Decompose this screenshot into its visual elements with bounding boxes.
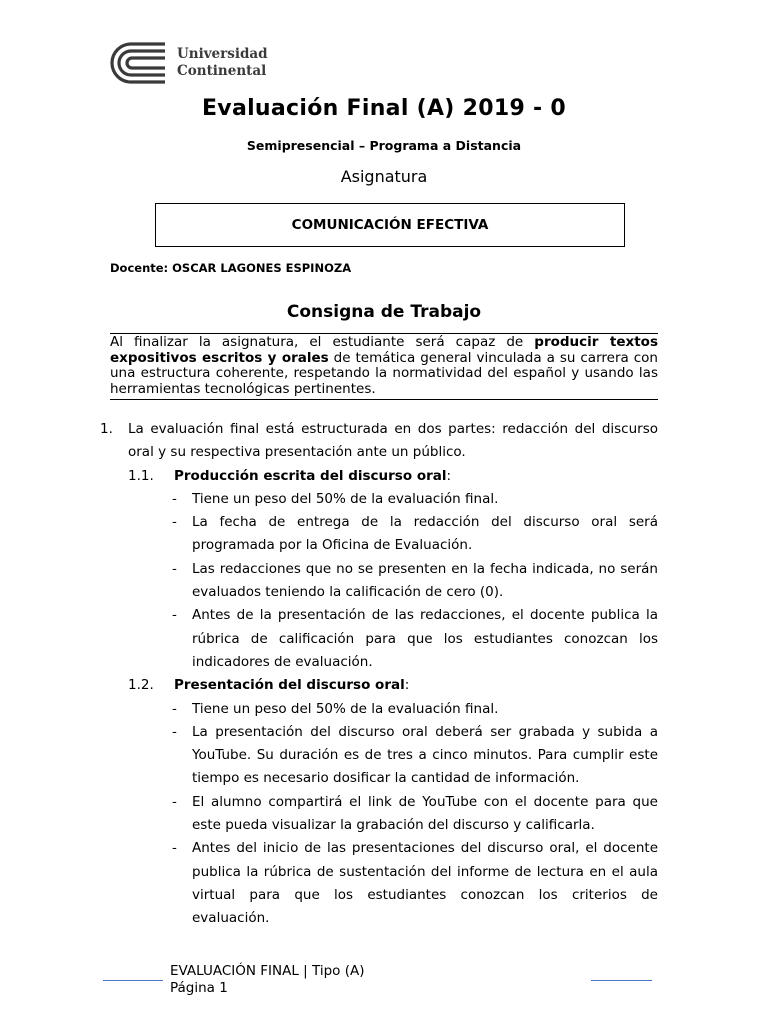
bullet-marker: - [172,723,177,740]
university-name [177,46,268,79]
bullet-text: Antes del inicio de las presentaciones del discurso oral, el docente publica la rúbrica de sustentación del informe de lectura en el aula virtual para que los estudiantes conozcan los criterios de evaluación. [192,840,658,927]
list-item [100,418,658,465]
consigna-text-pre: Al finalizar la asignatura, el estudiante será capaz de [110,334,535,350]
instructions [100,418,658,931]
sub-heading-number: 1.1. [128,467,154,484]
sub-heading-number: 1.2. [128,677,154,694]
bullet-item [172,558,658,605]
sub-heading-colon: : [404,677,410,694]
bullet-marker: - [172,840,177,857]
footer-text [170,963,365,997]
bullet-text: El alumno compartirá el link de YouTube con el docente para que este pueda visualizar la grabación del discurso y calificarla. [192,793,658,834]
bullet-item [172,511,658,558]
exam-title: Evaluación Final (A) 2019 - 0 [201,96,567,121]
university-name-line1: Universidad [177,46,268,62]
bullet-text: Antes de la presentación de las redacciones, el docente publica la rúbrica de calificación para que los estudiantes conozcan los indicadores de evaluación. [192,607,658,670]
bullet-text: Tiene un peso del 50% de la evaluación final. [192,700,499,717]
university-logo [109,42,279,86]
bullet-text: Las redacciones que no se presenten en la fecha indicada, no serán evaluados teniendo la calificación de cero (0). [192,560,658,601]
bullet-marker: - [172,793,177,810]
consigna-text [110,333,658,400]
teacher-name: Docente: OSCAR LAGONES ESPINOZA [110,261,352,275]
continental-logo-icon [109,42,167,84]
bullet-item [172,721,658,791]
sub-heading-title: Producción escrita del discurso oral [174,467,447,484]
consigna-title: Consigna de Trabajo [286,302,482,322]
bullet-item [172,488,658,511]
bullet-text: La presentación del discurso oral deberá ser grabada y subida a YouTube. Su duración es de tres a cinco minutos. Para cumplir este tiempo es necesario dosificar la cantidad de información. [192,723,658,787]
bullet-item [172,698,658,721]
bullet-item [172,791,658,838]
consigna-text-bold: producir textos expositivos escritos y orales [110,334,658,366]
course-name-box [155,203,625,247]
bullet-item [172,837,658,930]
bullet-text: Tiene un peso del 50% de la evaluación final. [192,490,499,507]
sub-heading-colon: : [446,467,452,484]
bullet-marker: - [172,490,177,507]
bullet-marker: - [172,607,177,624]
page-footer [0,962,768,1002]
list-number: 1. [100,421,113,437]
bullet-item [172,604,658,674]
exam-subtitle: Semipresencial – Programa a Distancia [246,138,522,153]
sub-heading [128,674,658,697]
footer-page-number: Página 1 [170,980,228,996]
course-name: COMUNICACIÓN EFECTIVA [291,217,489,233]
bullet-text: La fecha de entrega de la redacción del discurso oral será programada por la Oficina de Evaluación. [192,514,658,554]
footer-divider-left [103,980,163,981]
asignatura-label: Asignatura [340,167,428,186]
bullet-marker: - [172,514,177,531]
consigna-text-post: de temática general vinculada a su carrera con una estructura coherente, respetando la normatividad del español y usando las herramientas tecnológicas pertinentes. [110,349,658,397]
sub-heading [128,465,658,488]
bullet-marker: - [172,700,177,717]
sub-heading-title: Presentación del discurso oral [174,677,405,694]
list-item-text: La evaluación final está estructurada en dos partes: redacción del discurso oral y su respectiva presentación ante un público. [128,421,658,461]
university-name-line2: Continental [177,62,267,79]
footer-divider-right [591,980,652,981]
footer-exam-type: EVALUACIÓN FINAL | Tipo (A) [170,963,365,979]
bullet-marker: - [172,560,177,577]
